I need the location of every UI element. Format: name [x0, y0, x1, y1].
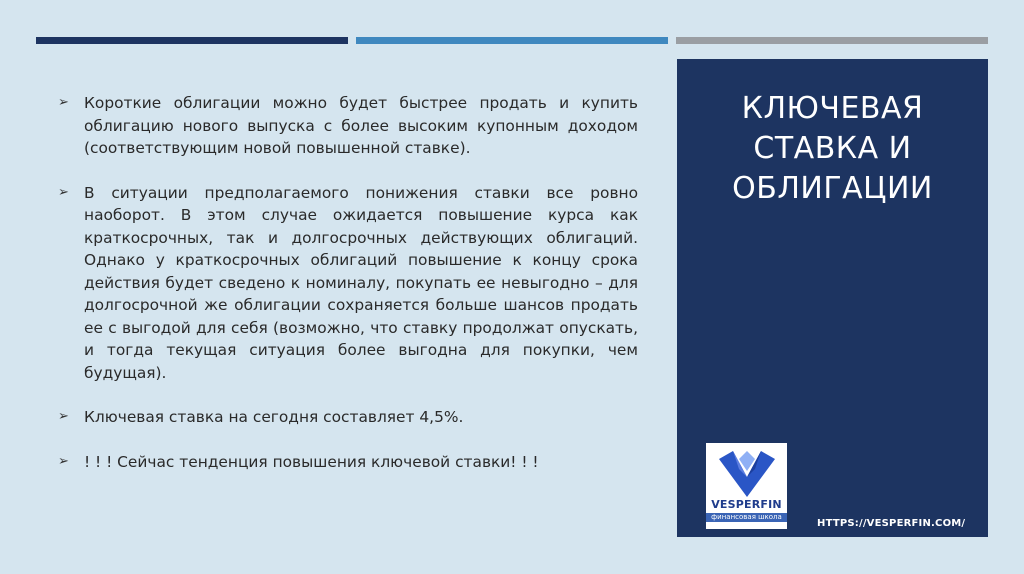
- top-stripe-dark: [36, 37, 348, 44]
- bullet-item: [58, 406, 638, 429]
- bullet-text: ! ! ! Сейчас тенденция повышения ключевой ставки! ! !: [84, 452, 539, 471]
- bullet-item: [58, 182, 638, 385]
- slide-title-line: КЛЮЧЕВАЯ: [741, 91, 924, 126]
- arrow-bullet-icon: ➢: [58, 95, 69, 110]
- top-stripe-gray: [676, 37, 988, 44]
- vesperfin-v-icon: [719, 451, 775, 497]
- top-stripe-blue: [356, 37, 668, 44]
- website-link[interactable]: HTTPS://VESPERFIN.COM/: [817, 518, 966, 529]
- bullet-item: [58, 451, 638, 474]
- logo-wordmark: VESPERFIN: [711, 498, 782, 511]
- bullet-text: Короткие облигации можно будет быстрее продать и купить облигацию нового выпуска с более высоким купонным доходом (соответствующим новой повышенной ставке).: [84, 94, 638, 157]
- slide-title-line: СТАВКА И: [753, 131, 912, 166]
- vesperfin-logo[interactable]: [706, 443, 787, 529]
- arrow-bullet-icon: ➢: [58, 409, 69, 424]
- slide-title-line: ОБЛИГАЦИИ: [732, 171, 933, 206]
- bullet-item: [58, 92, 638, 160]
- title-panel: [677, 59, 988, 537]
- bullet-text: В ситуации предполагаемого понижения ставки все ровно наоборот. В этом случае ожидается повышение курса как краткосрочных, так и долгосрочных действующих облигаций. Однако у краткосрочных облигаций повышение к концу срока действия будет сведено к номиналу, покупать ее невыгодно – для долгосрочной же облигации сохраняется больше шансов продать ее с выгодой для себя (возможно, что ставку продолжат опускать, и тогда текущая ситуация более выгодна для покупки, чем будущая).: [84, 183, 638, 382]
- slide-title: [677, 89, 988, 209]
- arrow-bullet-icon: ➢: [58, 184, 69, 200]
- arrow-bullet-icon: ➢: [58, 453, 69, 469]
- logo-subtitle: финансовая школа: [706, 513, 787, 522]
- bullet-list: [58, 92, 638, 495]
- bullet-text: Ключевая ставка на сегодня составляет 4,5%.: [84, 408, 464, 426]
